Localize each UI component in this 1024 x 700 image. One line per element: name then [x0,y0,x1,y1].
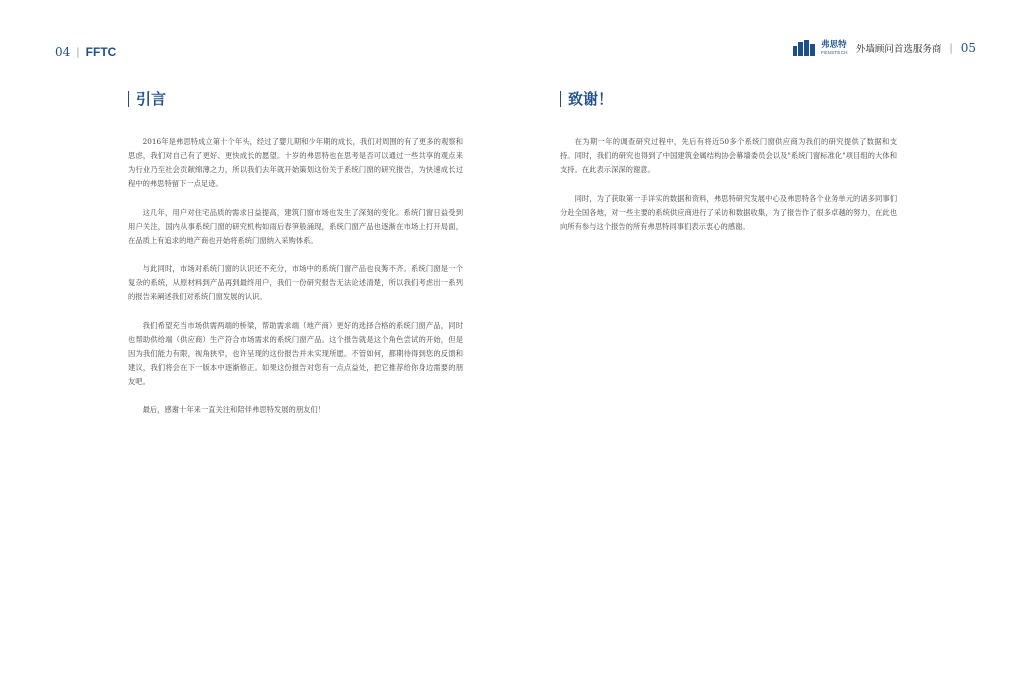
paragraph: 这几年，用户对住宅品质的需求日益提高，建筑门窗市场也发生了深刻的变化。系统门窗日益受到用户关注，国内从事系统门窗的研究机构如雨后春笋般涌现，系统门窗产品也逐渐在市场上打开局面，在品质上有追求的地产商也开始将系统门窗纳入采购体系。 [128,207,463,245]
header-divider: | [76,46,80,58]
company-tagline: 外墙顾问首选服务商 [855,44,942,55]
left-page-number: 04 [55,45,71,59]
logo-english-name: FENSTECH [821,49,848,55]
paragraph: 2016年是弗思特成立第十个年头，经过了婴儿期和少年期的成长，我们对周围的有了更多的观察和思虑，我们对自己有了更好、更快成长的愿望。十岁的弗思特也在思考是否可以通过一些共享的观点来为行业乃至社会贡献绵薄之力，所以我们去年就开始策划这份关于系统门窗的研究报告，为快速成长过程中的弗思特留下一点足迹。 [128,137,463,188]
company-logo [821,41,848,55]
building-logo-icon [793,40,815,56]
introduction-body [128,135,463,432]
right-page-header [793,40,976,56]
paragraph: 在为期一年的调查研究过程中，先后有将近50多个系统门窗供应商为我们的研究提供了数据和支持。同时，我们的研究也得到了中国建筑金属结构协会幕墙委员会以及"系统门窗标准化"项目组的大体和支持。在此表示深深的谢意。 [560,137,897,174]
right-page-number: 05 [960,41,976,55]
logo-chinese-name: 弗思特 [821,40,847,50]
left-page-header [55,45,116,59]
paragraph: 与此同时，市场对系统门窗的认识还不充分，市场中的系统门窗产品也良莠不齐。系统门窗是一个复杂的系统，从原材料到产品再到最终用户，我们一份研究报告无法论述清楚，所以我们考虑出一系列的报告来阐述我们对系统门窗发展的认识。 [128,264,463,301]
acknowledgements-body [560,135,897,248]
acknowledgements-heading: 致谢！ [560,91,613,107]
introduction-heading: 引言 [128,91,166,107]
paragraph: 同时，为了获取第一手详实的数据和资料，弗思特研究发展中心及弗思特各个业务单元的诸多同事们分赴全国各地，对一些主要的系统供应商进行了采访和数据收集，为了报告作了很多卓越的努力，在此也向所有参与这个报告的所有弗思特同事们表示衷心的感谢。 [560,193,897,231]
paragraph: 我们希望充当市场供需两端的桥梁，帮助需求端（地产商）更好的选择合格的系统门窗产品，同时也帮助供给端（供应商）生产符合市场需求的系统门窗产品。这个报告就是这个角色尝试的开始，但是因为我们能力有限，视角狭窄，也许呈现的这份报告并未实现所愿。不管如何，都期待得到您的反馈和建议，我们将会在下一版本中逐渐修正。如果这份报告对您有一点点益处，把它推荐给你身边需要的朋友吧。 [128,320,463,386]
header-divider: | [949,42,953,54]
paragraph: 最后，感谢十年来一直关注和陪伴弗思特发展的朋友们！ [142,405,326,414]
left-brand-text: FFTC [85,45,117,59]
